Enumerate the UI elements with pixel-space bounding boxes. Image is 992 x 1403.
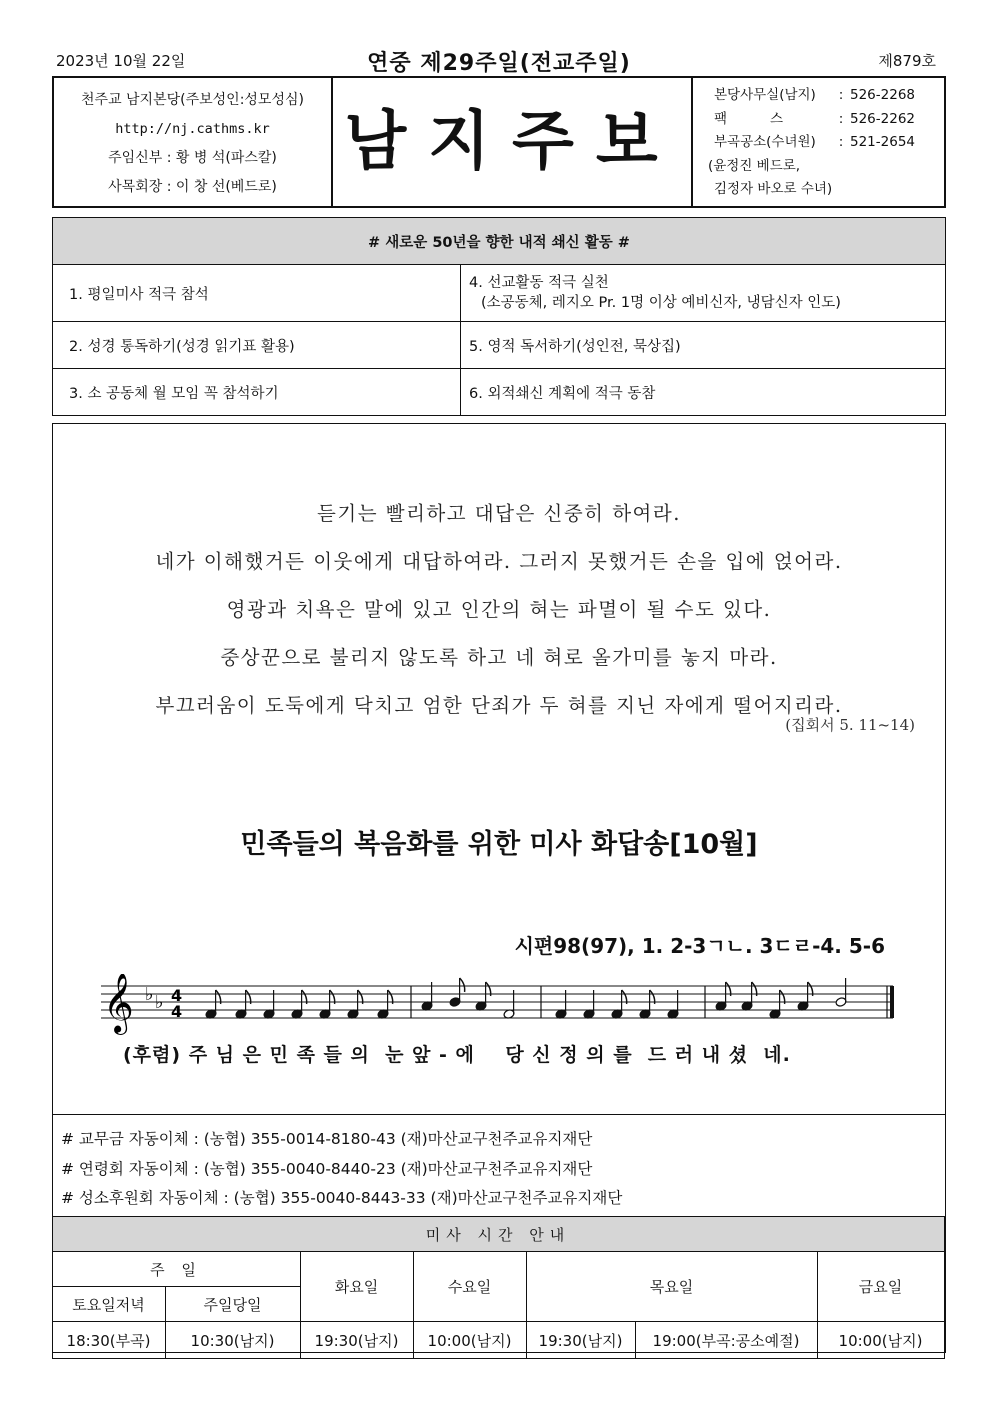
song-title: 민족들의 복음화를 위한 미사 화답송[10월] (240, 829, 758, 860)
mass-time: 10:30(남지) (165, 1322, 300, 1359)
thursday-header: 목요일 (526, 1252, 817, 1322)
saturday-evening-header: 토요일저녁 (52, 1287, 165, 1322)
verse-line: 부끄러움이 도둑에게 닥치고 엄한 단죄가 두 혀를 지닌 자에게 떨어지리라. (155, 694, 843, 717)
note-group (205, 978, 847, 1019)
wednesday-header: 수요일 (413, 1252, 526, 1322)
mass-time: 19:30(남지) (526, 1322, 635, 1359)
parish-info (54, 78, 333, 206)
contact-phone: 526-2262 (850, 110, 915, 127)
refrain-lyric: (후렴) 주 님 은 민 족 들 의 눈 앞 - 에 당 신 정 의 를 드 러 내 셨 네. (123, 1044, 791, 1066)
activity-item: 6. 외적쇄신 계획에 적극 동참 (461, 369, 946, 416)
contact-row: 부곡공소(수녀원) : 521-2654 (714, 131, 964, 155)
flat-icon: ♭ (155, 992, 164, 1013)
contact-row: 팩 스 : 526-2262 (714, 108, 964, 132)
contact-label: 팩 스 (714, 110, 783, 127)
activities-table (52, 217, 946, 416)
flat-icon: ♭ (145, 984, 154, 1005)
mass-time: 10:00(남지) (817, 1322, 944, 1359)
treble-clef-icon: 𝄞 (103, 974, 134, 1033)
verse-citation: (집회서 5. 11~14) (785, 716, 915, 734)
scripture-verse (53, 490, 945, 730)
contact-label: 부곡공소(수녀원) (714, 134, 816, 150)
contact-phone: 526-2268 (850, 87, 915, 103)
parish-website[interactable]: http://nj.cathms.kr (115, 121, 270, 137)
activity-item (461, 265, 946, 322)
verse-line: 네가 이해했거든 이웃에게 대답하여라. 그러지 못했거든 손을 입에 얹어라. (155, 550, 843, 573)
contact-label: 본당사무실(남지) (714, 87, 816, 103)
mass-time: 18:30(부곡) (52, 1322, 165, 1359)
contact-row: 본당사무실(남지) : 526-2268 (714, 84, 964, 108)
activity-item: 2. 성경 통독하기(성경 읽기표 활용) (53, 322, 461, 369)
activities-heading: # 새로운 50년을 향한 내적 쇄신 활동 # (53, 218, 946, 265)
final-bar-thick (890, 986, 894, 1018)
activity-item-detail: (소공동체, 레지오 Pr. 1명 이상 예비신자, 냉담신자 인도) (481, 295, 841, 311)
pastor: 주임신부 : 황 병 석(파스칼) (108, 150, 277, 166)
bulletin-date: 2023년 10월 22일 (56, 52, 186, 70)
tuesday-header: 화요일 (300, 1252, 413, 1322)
note-flag (460, 978, 465, 992)
music-staff (101, 974, 901, 1044)
friday-header: 금요일 (817, 1252, 944, 1322)
liturgical-title: 연중 제29주일(전교주일) (367, 51, 631, 76)
masthead (52, 76, 946, 208)
bank-transfer-line: # 연령회 자동이체 : (농협) 355-0040-8440-23 (재)마산교구천주교유지재단 (61, 1159, 593, 1178)
content-box (52, 423, 946, 1353)
mass-time: 19:00(부곡:공소예절) (635, 1322, 817, 1359)
parish-name: 천주교 남지본당(주보성인:성모성심) (81, 92, 304, 108)
header-bar (52, 44, 946, 76)
mass-time: 10:00(남지) (413, 1322, 526, 1359)
bulletin-logo-title: 남지주보 (333, 78, 693, 206)
contact-note: (윤정진 베드로, (708, 157, 801, 174)
verse-line: 듣기는 빨리하고 대답은 신중히 하여라. (317, 502, 681, 525)
time-signature-top: 4 (171, 986, 183, 1005)
issue-number: 제879호 (878, 52, 936, 70)
contact-note: 김정자 바오로 수녀) (714, 181, 833, 197)
verse-line: 영광과 치욕은 말에 있고 인간의 혀는 파멸이 될 수도 있다. (226, 598, 772, 621)
psalm-reference: 시편98(97), 1. 2-3ㄱㄴ. 3ㄷㄹ-4. 5-6 (514, 934, 885, 958)
activity-item-title: 4. 선교활동 적극 실천 (469, 275, 609, 291)
sunday-day-header: 주일당일 (165, 1287, 300, 1322)
sunday-header: 주 일 (52, 1252, 300, 1287)
activity-item: 1. 평일미사 적극 참석 (53, 265, 461, 322)
mass-schedule-table (52, 1216, 945, 1359)
time-signature-bottom: 4 (171, 1002, 183, 1021)
verse-line: 중상꾼으로 불리지 않도록 하고 네 혀로 올가미를 놓지 마라. (220, 646, 778, 669)
activity-item: 3. 소 공동체 월 모임 꼭 참석하기 (53, 369, 461, 416)
contact-info (694, 84, 964, 202)
activity-item: 5. 영적 독서하기(성인전, 묵상집) (461, 322, 946, 369)
bank-transfer-line: # 교무금 자동이체 : (농협) 355-0014-8180-43 (재)마산교구천주교유지재단 (61, 1130, 593, 1148)
auto-transfer-info (53, 1114, 945, 1214)
mass-time: 19:30(남지) (300, 1322, 413, 1359)
contact-phone: 521-2654 (850, 134, 915, 150)
mass-schedule-heading: 미사 시간 안내 (52, 1217, 944, 1252)
bank-transfer-line: # 성소후원회 자동이체 : (농협) 355-0040-8443-33 (재)마산교구천주교유지재단 (61, 1189, 623, 1207)
council-president: 사목회장 : 이 창 선(베드로) (108, 179, 277, 195)
